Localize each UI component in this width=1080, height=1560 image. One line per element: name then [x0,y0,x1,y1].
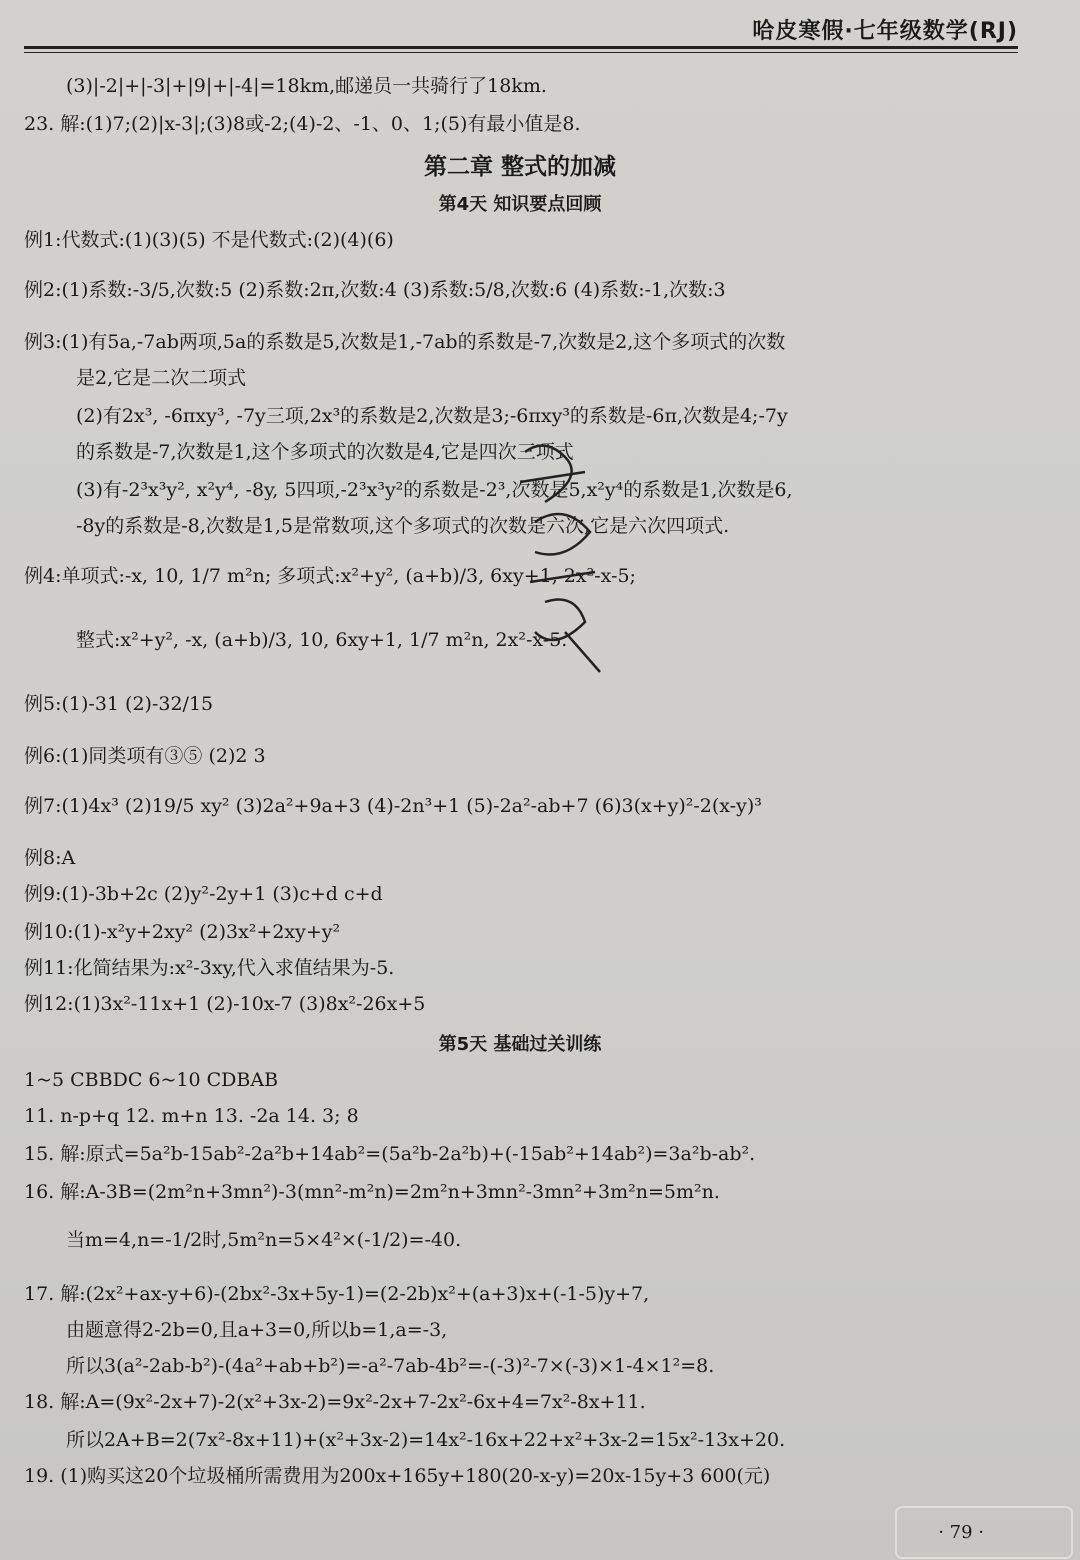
text-line: 是2,它是二次二项式 [76,367,247,389]
text-line: 18. 解:A=(9x²-2x+7)-2(x²+3x-2)=9x²-2x+7-2x²-6x+4=7x²-8x+11. [24,1391,646,1413]
text-line: 例9:(1)-3b+2c (2)y²-2y+1 (3)c+d c+d [24,883,383,905]
text-line: 例8:A [24,847,76,869]
section-title-day4: 第4天 知识要点回顾 [438,194,602,215]
text-line: 由题意得2-2b=0,且a+3=0,所以b=1,a=-3, [66,1319,448,1341]
text-line: 19. (1)购买这20个垃圾桶所需费用为200x+165y+180(20-x-y)=20x-15y+3 600(元) [24,1465,771,1487]
text-line: 例10:(1)-x²y+2xy² (2)3x²+2xy+y² [24,921,341,943]
text-line: 的系数是-7,次数是1,这个多项式的次数是4,它是四次三项式 [76,441,574,463]
text-line: 23. 解:(1)7;(2)|x-3|;(3)8或-2;(4)-2、-1、0、1;(5)有最小值是8. [24,113,581,135]
text-line: 所以3(a²-2ab-b²)-(4a²+ab+b²)=-a²-7ab-4b²=-(-3)²-7×(-3)×1-4×1²=8. [66,1355,715,1377]
text-line: 整式:x²+y², -x, (a+b)/3, 10, 6xy+1, 1/7 m²n, 2x²-x-5. [76,629,568,651]
text-line: (3)有-2³x³y², x²y⁴, -8y, 5四项,-2³x³y²的系数是-2³,次数是5,x²y⁴的系数是1,次数是6, [76,479,793,501]
text-line: 1~5 CBBDC 6~10 CDBAB [24,1069,279,1091]
text-line: -8y的系数是-8,次数是1,5是常数项,这个多项式的次数是六次,它是六次四项式. [76,515,730,537]
text-line: 11. n-p+q 12. m+n 13. -2a 14. 3; 8 [24,1105,359,1127]
text-line: 例2:(1)系数:-3/5,次数:5 (2)系数:2π,次数:4 (3)系数:5/8,次数:6 (4)系数:-1,次数:3 [24,279,726,301]
text-line: 例5:(1)-31 (2)-32/15 [24,693,214,715]
text-line: 17. 解:(2x²+ax-y+6)-(2bx²-3x+5y-1)=(2-2b)x²+(a+3)x+(-1-5)y+7, [24,1283,650,1305]
text-line: (3)|-2|+|-3|+|9|+|-4|=18km,邮递员一共骑行了18km. [66,75,547,97]
text-line: (2)有2x³, -6πxy³, -7y三项,2x³的系数是2,次数是3;-6πxy³的系数是-6π,次数是4;-7y [76,405,788,427]
page-number: · 79 · [938,1522,984,1543]
header-rule-thin [24,52,1018,53]
page-header-title: 哈皮寒假·七年级数学(RJ) [752,19,1018,44]
text-line: 所以2A+B=2(7x²-8x+11)+(x²+3x-2)=14x²-16x+22+x²+3x-2=15x²-13x+20. [66,1429,786,1451]
text-line: 例3:(1)有5a,-7ab两项,5a的系数是5,次数是1,-7ab的系数是-7,次数是2,这个多项式的次数 [24,331,786,353]
header-rule-thick [24,46,1018,49]
text-line: 例12:(1)3x²-11x+1 (2)-10x-7 (3)8x²-26x+5 [24,993,426,1015]
text-line: 例7:(1)4x³ (2)19/5 xy² (3)2a²+9a+3 (4)-2n³+1 (5)-2a²-ab+7 (6)3(x+y)²-2(x-y)³ [24,795,762,817]
handwriting-scribble [505,432,615,682]
text-line: 当m=4,n=-1/2时,5m²n=5×4²×(-1/2)=-40. [66,1229,462,1251]
text-line: 16. 解:A-3B=(2m²n+3mn²)-3(mn²-m²n)=2m²n+3mn²-3mn²+3m²n=5m²n. [24,1181,720,1203]
watermark-logo [894,1505,1074,1560]
text-line: 例11:化简结果为:x²-3xy,代入求值结果为-5. [24,957,395,979]
text-line: 例6:(1)同类项有③⑤ (2)2 3 [24,745,266,767]
chapter-title: 第二章 整式的加减 [423,154,616,180]
section-title-day5: 第5天 基础过关训练 [438,1034,602,1055]
text-line: 例4:单项式:-x, 10, 1/7 m²n; 多项式:x²+y², (a+b)/3, 6xy+1, 2x²-x-5; [24,565,636,587]
text-line: 例1:代数式:(1)(3)(5) 不是代数式:(2)(4)(6) [24,229,394,251]
text-line: 15. 解:原式=5a²b-15ab²-2a²b+14ab²=(5a²b-2a²b)+(-15ab²+14ab²)=3a²b-ab². [24,1143,756,1165]
